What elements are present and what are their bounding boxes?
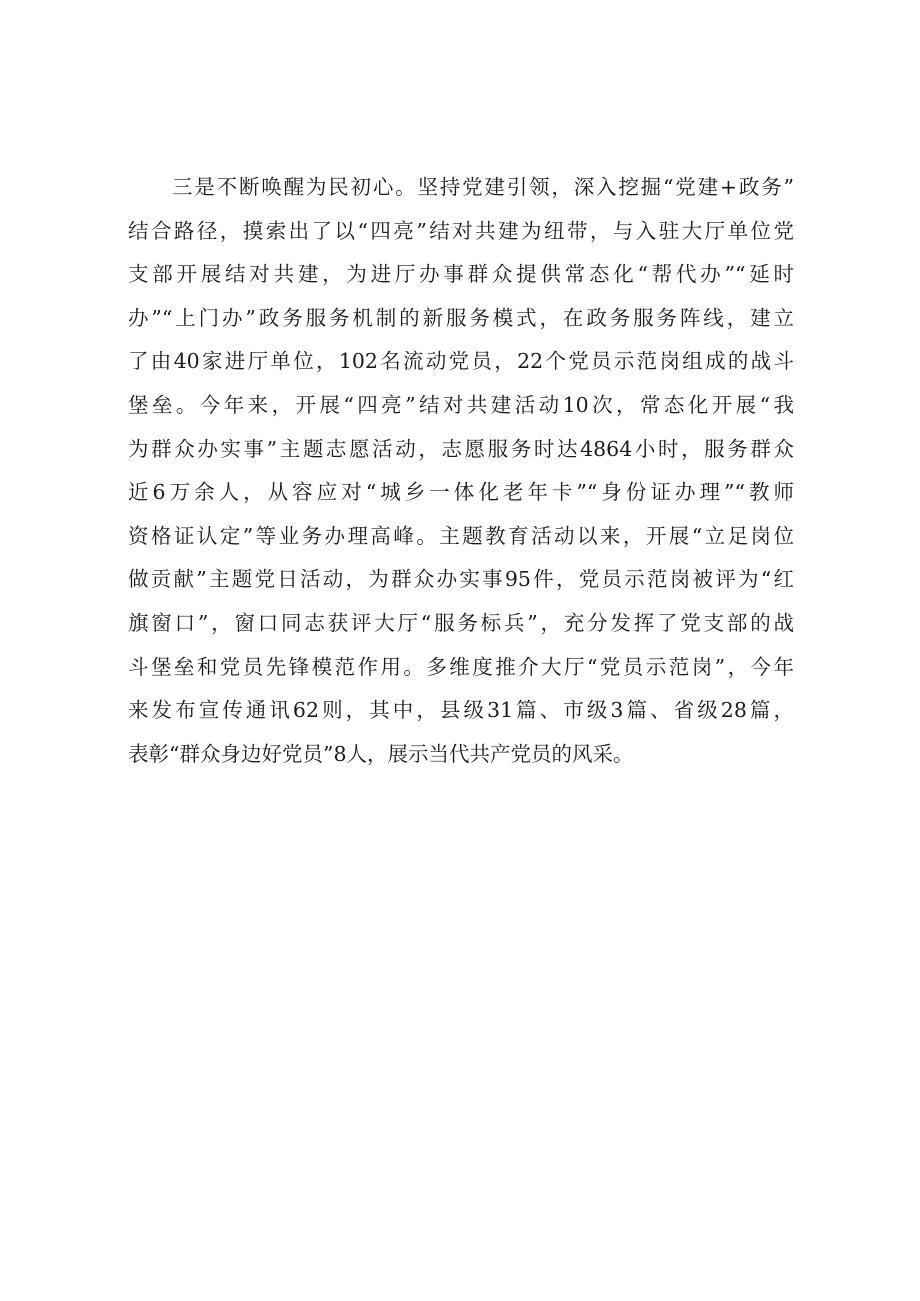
paragraph-line: 办”“上门办”政务服务机制的新服务模式，在政务服务阵线，建立 xyxy=(128,305,794,330)
paragraph-line: 近6万余人，从容应对“城乡一体化老年卡”“身份证办理”“教师 xyxy=(128,480,794,505)
paragraph-line: 旗窗口”，窗口同志获评大厅“服务标兵”，充分发挥了党支部的战 xyxy=(128,610,794,635)
paragraph-line: 斗堡垒和党员先锋模范作用。多维度推介大厅“党员示范岗”，今年 xyxy=(128,654,794,679)
paragraph-line: 为群众办实事”主题志愿活动，志愿服务时达4864小时，服务群众 xyxy=(128,436,794,461)
paragraph-line: 结合路径，摸索出了以“四亮”结对共建为纽带，与入驻大厅单位党 xyxy=(128,218,794,243)
paragraph-line: 来发布宣传通讯62则，其中，县级31篇、市级3篇、省级28篇， xyxy=(128,698,794,723)
body-paragraph xyxy=(128,166,794,776)
paragraph-line: 表彰“群众身边好党员”8人，展示当代共产党员的风采。 xyxy=(128,741,634,766)
paragraph-line: 三是不断唤醒为民初心。坚持党建引领，深入挖掘“党建+政务” xyxy=(172,175,794,199)
paragraph-line: 做贡献”主题党日活动，为群众办实事95件，党员示范岗被评为“红 xyxy=(128,567,794,592)
paragraph-line: 堡垒。今年来，开展“四亮”结对共建活动10次，常态化开展“我 xyxy=(128,392,794,417)
paragraph-line: 了由40家进厅单位，102名流动党员，22个党员示范岗组成的战斗 xyxy=(128,349,794,374)
paragraph-line: 资格证认定”等业务办理高峰。主题教育活动以来，开展“立足岗位 xyxy=(128,523,794,548)
paragraph-line: 支部开展结对共建，为进厅办事群众提供常态化“帮代办”“延时 xyxy=(128,262,794,287)
